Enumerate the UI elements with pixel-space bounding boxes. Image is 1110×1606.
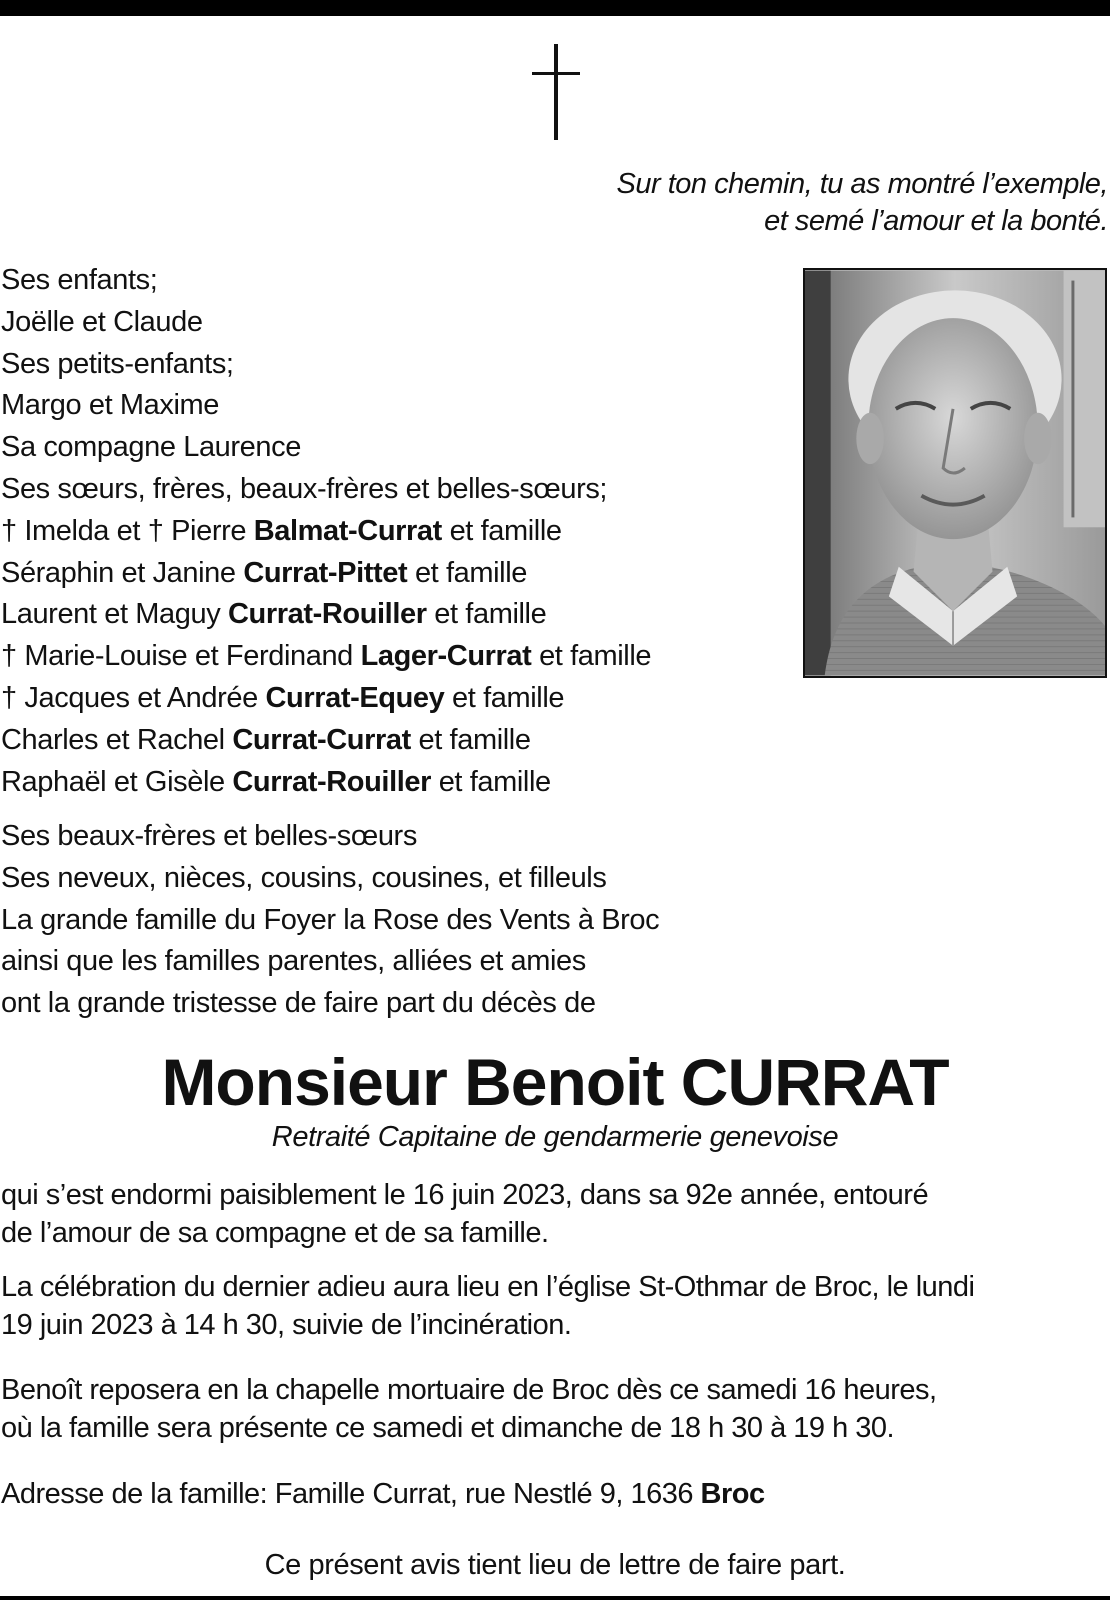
family-line: Séraphin et Janine Currat-Pittet et famille xyxy=(1,556,527,589)
address-town: Broc xyxy=(700,1478,765,1510)
family-line: Charles et Rachel Currat-Currat et famille xyxy=(1,723,531,756)
family-line: † Jacques et Andrée Currat-Equey et famille xyxy=(1,681,565,714)
extended-line: Ses beaux-frères et belles-sœurs xyxy=(1,820,417,852)
family-line: Margo et Maxime xyxy=(1,389,220,422)
family-surname: Currat-Currat xyxy=(232,723,411,756)
quote-line-1: Sur ton chemin, tu as montré l’exemple, xyxy=(616,168,1108,200)
top-border-rule xyxy=(0,0,1110,16)
family-surname: Balmat-Currat xyxy=(253,514,442,547)
quote-line-2: et semé l’amour et la bonté. xyxy=(764,205,1108,237)
family-surname: Lager-Currat xyxy=(360,640,532,673)
family-surname: Currat-Rouiller xyxy=(227,598,427,631)
family-line: Joëlle et Claude xyxy=(1,305,203,338)
family-members-list xyxy=(1,260,791,803)
family-surname: Currat-Equey xyxy=(265,681,445,714)
extended-family-list xyxy=(1,816,791,1025)
family-surname: Currat-Rouiller xyxy=(232,765,432,798)
ceremony-paragraph: La célébration du dernier adieu aura lieu en l’église St-Othmar de Broc, le lundi 19 juin 2023 à 14 h 30, suivie de l’incinération. xyxy=(1,1271,975,1341)
family-line: Ses petits-enfants; xyxy=(1,347,234,380)
death-paragraph: qui s’est endormi paisiblement le 16 juin 2023, dans sa 92e année, entouré de l’amour de sa compagne et de sa famille. xyxy=(1,1179,929,1249)
family-surname: Currat-Pittet xyxy=(243,556,408,589)
epitaph-quote xyxy=(408,166,1108,240)
extended-line: La grande famille du Foyer la Rose des Vents à Broc xyxy=(1,903,660,936)
extended-line: Ses neveux, nièces, cousins, cousines, et filleuls xyxy=(1,861,607,894)
viewing-paragraph: Benoît reposera en la chapelle mortuaire de Broc dès ce samedi 16 heures, où la famille sera présente ce samedi et dimanche de 18 h 30 à 19 h 30. xyxy=(1,1374,937,1444)
family-line: Raphaël et Gisèle Currat-Rouiller et famille xyxy=(1,765,551,798)
family-line: † Imelda et † Pierre Balmat-Currat et famille xyxy=(1,514,562,547)
family-line: † Marie-Louise et Ferdinand Lager-Currat et famille xyxy=(1,640,652,673)
family-line: Sa compagne Laurence xyxy=(1,431,301,464)
extended-line: ainsi que les familles parentes, alliées et amies xyxy=(1,945,586,978)
family-line: Ses sœurs, frères, beaux-frères et belles-sœurs; xyxy=(1,472,608,505)
bottom-border-rule xyxy=(0,1596,1110,1600)
cross-icon xyxy=(532,44,580,140)
family-address: Adresse de la famille: Famille Currat, rue Nestlé 9, 1636 Broc xyxy=(1,1478,765,1510)
closing-note: Ce présent avis tient lieu de lettre de faire part. xyxy=(264,1549,846,1581)
portrait-photo xyxy=(803,268,1107,678)
family-line: Ses enfants; xyxy=(1,264,158,296)
extended-line: ont la grande tristesse de faire part du décès de xyxy=(1,987,596,1020)
deceased-title: Retraité Capitaine de gendarmerie genevoise xyxy=(271,1121,839,1153)
family-line: Laurent et Maguy Currat-Rouiller et famille xyxy=(1,598,547,631)
deceased-name: Monsieur Benoit CURRAT xyxy=(161,1045,949,1119)
